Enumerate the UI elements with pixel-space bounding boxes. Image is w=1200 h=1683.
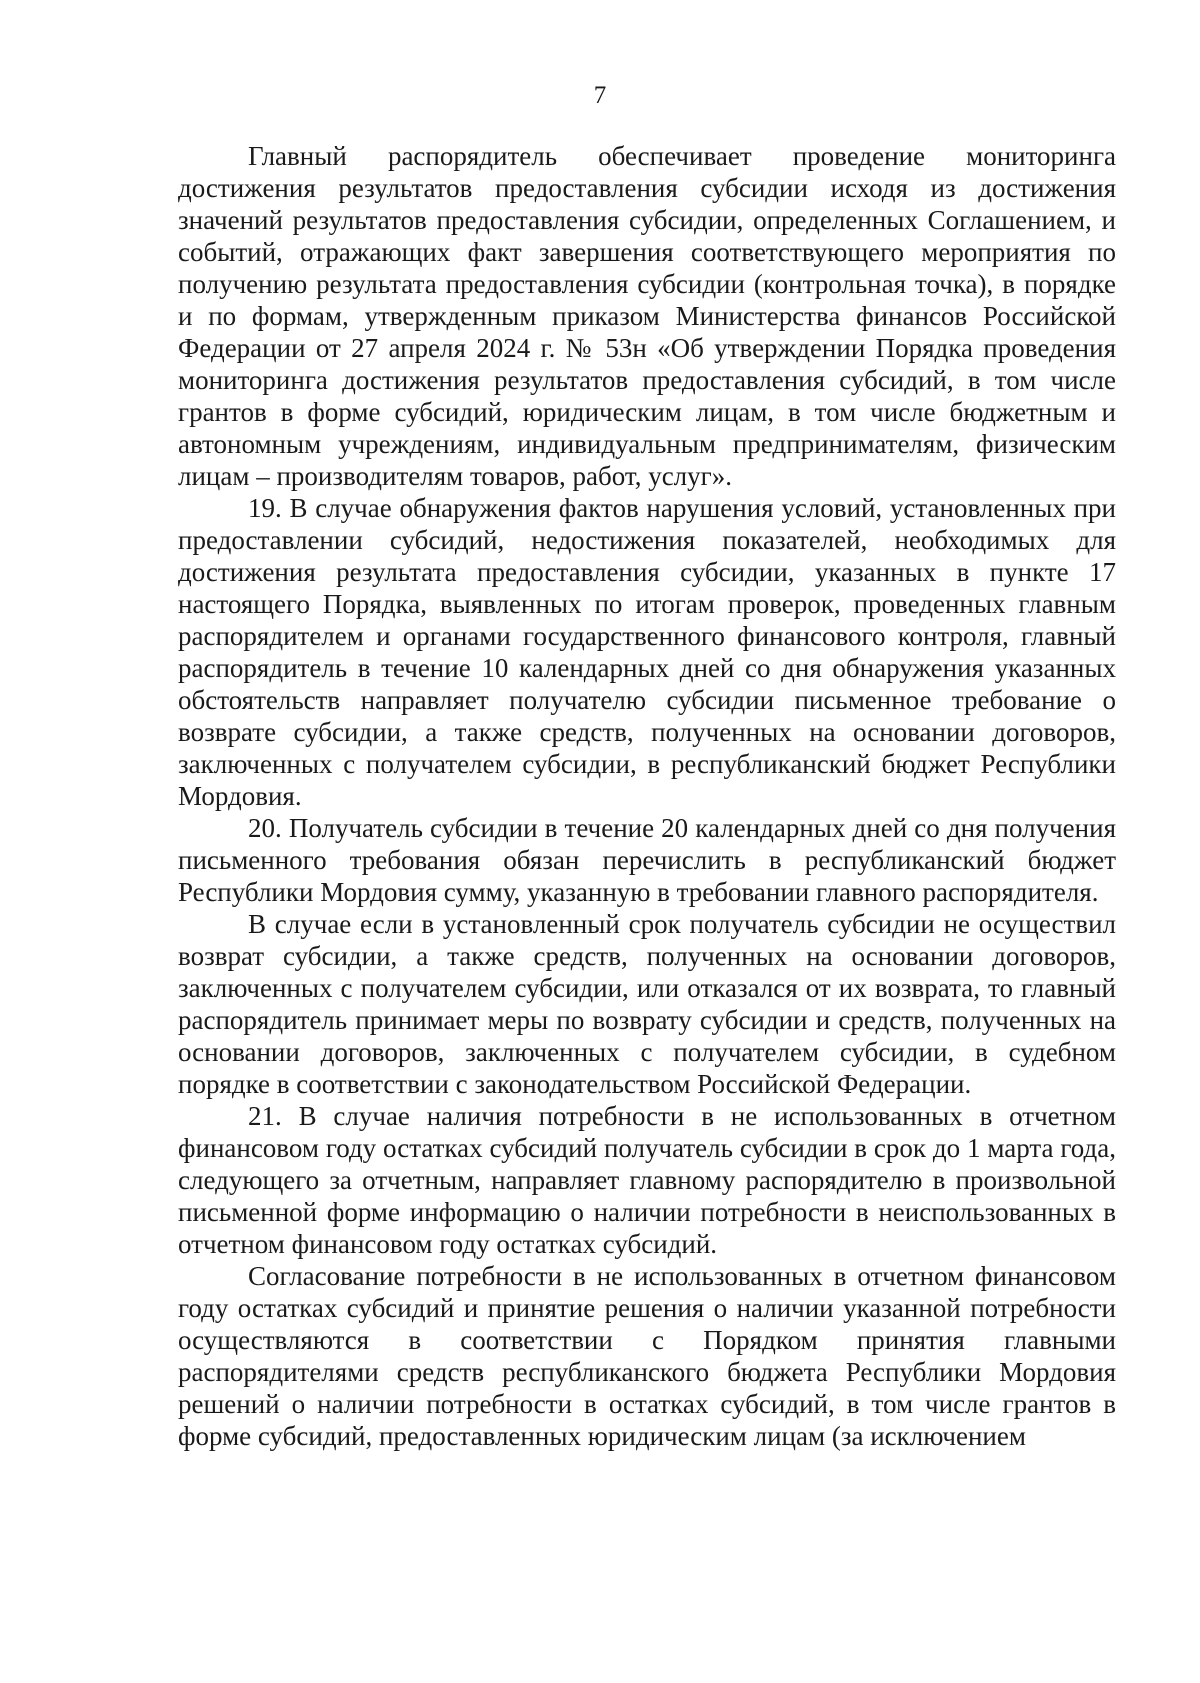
document-body bbox=[178, 140, 1116, 1452]
page-number: 7 bbox=[593, 82, 607, 109]
paragraph-approval: Согласование потребности в не использованных в отчетном финансовом году остатках субсидий и принятие решения о наличии указанной потребности осуществляются в соответствии с Порядком принятия главными распорядителями средств республиканского бюджета Республики Мордовия решений о наличии потребности в остатках субсидий, в том числе грантов в форме субсидий, предоставленных юридическим лицам (за исключением bbox=[178, 1261, 1116, 1451]
paragraph-refund-enforcement: В случае если в установленный срок получатель субсидии не осуществил возврат субсидии, а также средств, полученных на основании договоров, заключенных с получателем субсидии, или отказался от их возврата, то главный распорядитель принимает меры по возврату субсидии и средств, полученных на основании договоров, заключенных с получателем субсидии, в судебном порядке в соответствии с законодательством Российской Федерации. bbox=[178, 909, 1116, 1099]
paragraph-item-21: 21. В случае наличия потребности в не использованных в отчетном финансовом году остатках субсидий получатель субсидии в срок до 1 марта года, следующего за отчетным, направляет главному распорядителю в произвольной письменной форме информацию о наличии потребности в неиспользованных в отчетном финансовом году остатках субсидий. bbox=[178, 1101, 1116, 1259]
paragraph-item-19: 19. В случае обнаружения фактов нарушения условий, установленных при предоставлении субсидий, недостижения показателей, необходимых для достижения результата предоставления субсидии, указанных в пункте 17 настоящего Порядка, выявленных по итогам проверок, проведенных главным распорядителем и органами государственного финансового контроля, главный распорядитель в течение 10 календарных дней со дня обнаружения указанных обстоятельств направляет получателю субсидии письменное требование о возврате субсидии, а также средств, полученных на основании договоров, заключенных с получателем субсидии, в республиканский бюджет Республики Мордовия. bbox=[178, 493, 1116, 811]
paragraph-item-20: 20. Получатель субсидии в течение 20 календарных дней со дня получения письменного требования обязан перечислить в республиканский бюджет Республики Мордовия сумму, указанную в требовании главного распорядителя. bbox=[178, 813, 1116, 907]
paragraph-monitoring: Главный распорядитель обеспечивает проведение мониторинга достижения результатов предоставления субсидии исходя из достижения значений результатов предоставления субсидии, определенных Соглашением, и событий, отражающих факт завершения соответствующего мероприятия по получению результата предоставления субсидии (контрольная точка), в порядке и по формам, утвержденным приказом Министерства финансов Российской Федерации от 27 апреля 2024 г. № 53н «Об утверждении Порядка проведения мониторинга достижения результатов предоставления субсидий, в том числе грантов в форме субсидий, юридическим лицам, в том числе бюджетным и автономным учреждениям, индивидуальным предпринимателям, физическим лицам – производителям товаров, работ, услуг». bbox=[178, 141, 1116, 491]
